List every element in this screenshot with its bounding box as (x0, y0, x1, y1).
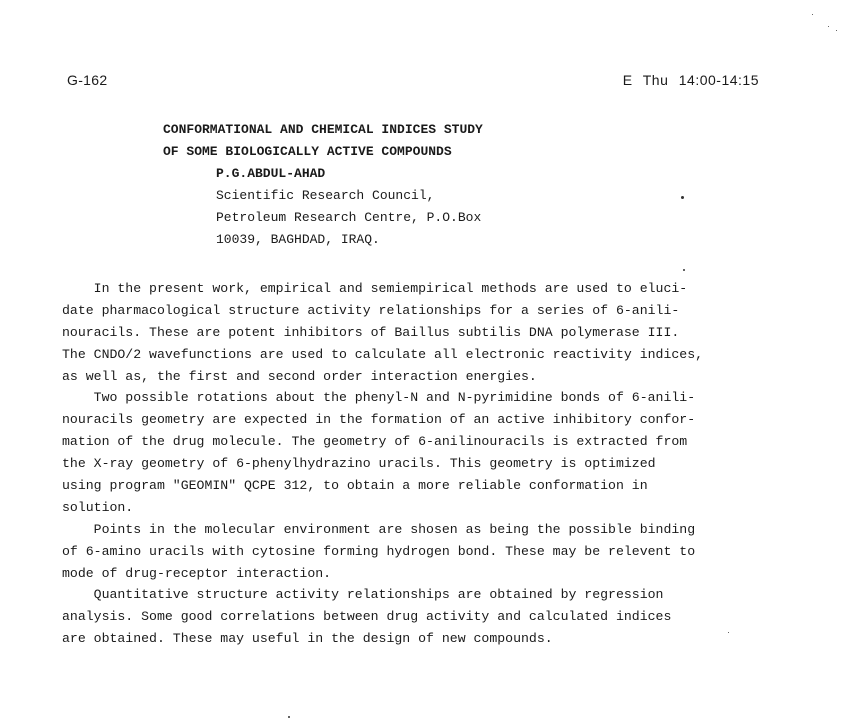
affiliation-line-1: Scientific Research Council, (216, 188, 435, 203)
body-line: mode of drug-receptor interaction. (62, 565, 332, 581)
body-line: mation of the drug molecule. The geometry of 6-anilinouracils is extracted from (62, 434, 688, 450)
body-line: Quantitative structure activity relationships are obtained by regression (62, 587, 664, 603)
body-line: solution. (62, 499, 134, 515)
session-time: E Thu 14:00-14:15 (622, 72, 759, 88)
body-line: using program "GEOMIN" QCPE 312, to obtain a more reliable conformation in (62, 478, 648, 494)
abstract-code: G-162 (67, 72, 108, 88)
body-line: nouracils geometry are expected in the formation of an active inhibitory confor- (62, 412, 696, 428)
body-line: as well as, the first and second order interaction energies. (62, 368, 537, 384)
body-line: Points in the molecular environment are shosen as being the possible binding (62, 521, 696, 537)
scan-speck (288, 716, 290, 718)
scan-speck (812, 14, 813, 15)
title-block (163, 119, 483, 163)
body-line: The CNDO/2 wavefunctions are used to calculate all electronic reactivity indices, (62, 346, 704, 362)
scan-speck (681, 196, 684, 199)
author-name: P.G.ABDUL-AHAD (216, 166, 326, 181)
affiliation-line-2: Petroleum Research Centre, P.O.Box (216, 210, 482, 225)
body-line: Two possible rotations about the phenyl-N and N-pyrimidine bonds of 6-anili- (62, 390, 696, 406)
body-line: analysis. Some good correlations between drug activity and calculated indices (62, 609, 672, 625)
title-line-2: OF SOME BIOLOGICALLY ACTIVE COMPOUNDS (163, 144, 452, 159)
author-block (216, 163, 481, 251)
title-line-1: CONFORMATIONAL AND CHEMICAL INDICES STUDY (163, 122, 483, 137)
body-line: In the present work, empirical and semiempirical methods are used to eluci- (62, 281, 688, 296)
scan-speck (828, 26, 829, 27)
affiliation-line-3: 10039, BAGHDAD, IRAQ. (216, 232, 380, 247)
abstract-body (62, 278, 782, 650)
scan-speck (836, 30, 837, 31)
body-line: nouracils. These are potent inhibitors of Baillus subtilis DNA polymerase III. (62, 324, 680, 340)
body-line: date pharmacological structure activity relationships for a series of 6-anili- (62, 302, 680, 318)
scan-speck (728, 632, 729, 633)
body-line: of 6-amino uracils with cytosine forming hydrogen bond. These may be relevent to (62, 543, 696, 559)
scan-speck (683, 269, 685, 271)
body-line: the X-ray geometry of 6-phenylhydrazino uracils. This geometry is optimized (62, 456, 656, 472)
body-line: are obtained. These may useful in the design of new compounds. (62, 631, 553, 647)
